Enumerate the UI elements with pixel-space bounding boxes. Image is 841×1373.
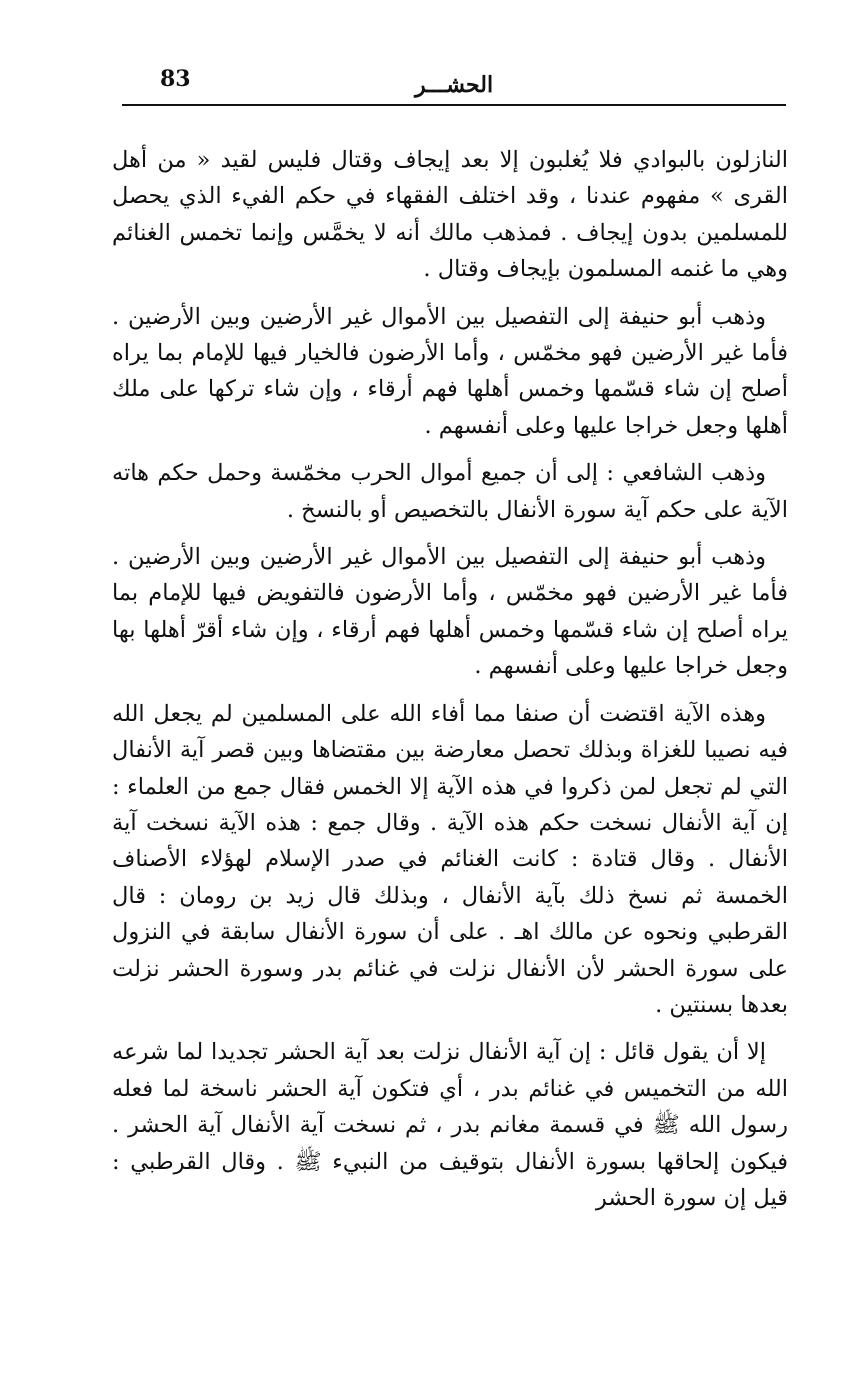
paragraph-6: إلا أن يقول قائل : إن آية الأنفال نزلت بعد آية الحشر تجديدا لما شرعه الله من التخميس في غنائم بدر ، أي فتكون آية الحشر ناسخة لما فعله رسول الله ﷺ في قسمة مغانم بدر ، ثم نسخت آية الأنفال آية الحشر . فيكون إلحاقها بسورة الأنفال بتوقيف من النبيء ﷺ . وقال القرطبي : قيل إن سورة الحشر xyxy=(112,1039,788,1211)
paragraph-5: وهذه الآية اقتضت أن صنفا مما أفاء الله على المسلمين لم يجعل الله فيه نصيبا للغزاة وبذلك تحصل معارضة بين مقتضاها وبين قصر آية الأنفال التي لم تجعل لمن ذكروا في هذه الآية إلا الخمس فقال جمع من العلماء : إن آية الأنفال نسخت حكم هذه الآية . وقال جمع : هذه الآية نسخت آية الأنفال . وقال قتادة : كانت الغنائم في صدر الإسلام لهؤلاء الأصناف الخمسة ثم نسخ ذلك بآية الأنفال ، وبذلك قال زيد بن رومان : قال القرطبي ونحوه عن مالك اهـ . على أن سورة الأنفال سابقة في النزول على سورة الحشر لأن الأنفال نزلت في غنائم بدر وسورة الحشر نزلت بعدها بسنتين . xyxy=(112,700,788,1018)
header-rule xyxy=(122,104,786,106)
running-title: الحشـــر xyxy=(414,72,494,98)
paragraph-4: وذهب أبو حنيفة إلى التفصيل بين الأموال غير الأرضين وبين الأرضين . فأما غير الأرضين فهو مخمّس ، وأما الأرضون فالتفويض فيها للإمام بما يراه أصلح إن شاء قسّمها وخمس أهلها فهم أرقاء ، وإن شاء أقرّ أهلها بها وجعل خراجا عليها وعلى أنفسهم . xyxy=(112,544,788,680)
paragraph-3: وذهب الشافعي : إلى أن جميع أموال الحرب مخمّسة وحمل حكم هاته الآية على حكم آية سورة الأنفال بالتخصيص أو بالنسخ . xyxy=(112,460,788,523)
paragraph-1: النازلون بالبوادي فلا يُغلبون إلا بعد إيجاف وقتال فليس لقيد « من أهل القرى » مفهوم عندنا ، وقد اختلف الفقهاء في حكم الفيء الذي يحصل للمسلمين بدون إيجاف . فمذهب مالك أنه لا يخمَّس وإنما تخمس الغنائم وهي ما غنمه المسلمون بإيجاف وقتال . xyxy=(112,147,788,283)
page-number: 83 xyxy=(160,66,191,92)
paragraph-2: وذهب أبو حنيفة إلى التفصيل بين الأموال غير الأرضين وبين الأرضين . فأما غير الأرضين فهو مخمّس ، وأما الأرضون فالخيار فيها للإمام بما يراه أصلح إن شاء قسّمها وخمس أهلها فهم أرقاء ، وإن شاء تركها على ملك أهلها وجعل خراجا عليها وعلى أنفسهم . xyxy=(112,303,788,439)
body-text xyxy=(112,142,788,1227)
page-header xyxy=(122,62,786,108)
